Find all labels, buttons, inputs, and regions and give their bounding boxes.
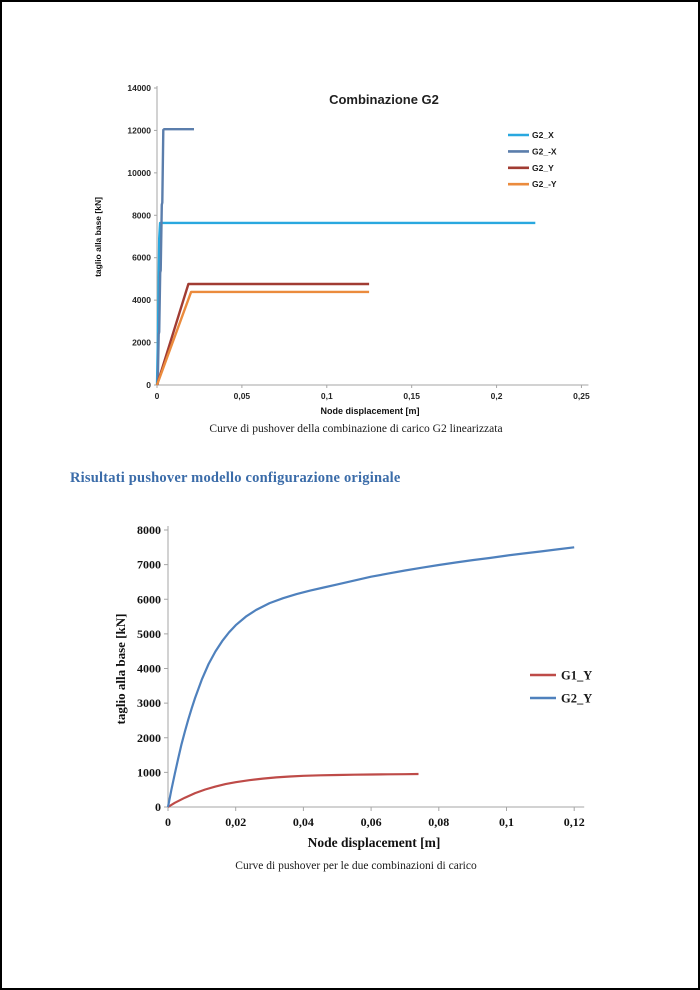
caption-top: Curve di pushover della combinazione di carico G2 linearizzata [209,423,503,435]
chart-combinazione-g2-svg [72,77,600,422]
legend-label-G2_X: G2_X [532,130,554,140]
legend-label-G2_Y: G2_Y [561,691,593,706]
series-line-G1_Y [168,774,419,807]
chart-combinazione-g2 [72,77,600,422]
x-tick-label: 0,02 [225,815,247,829]
y-tick-label: 10000 [127,167,151,178]
series-line-G2_Y [168,547,574,807]
x-tick-label: 0,06 [360,815,382,829]
x-tick-label: 0,12 [563,815,585,829]
series-line-G2_-Y [157,292,369,385]
chart-pushover-originale [82,512,612,857]
x-tick-label: 0,1 [499,815,514,829]
y-tick-label: 2000 [137,730,161,745]
y-tick-label: 6000 [137,592,161,607]
x-tick-label: 0,05 [233,391,251,401]
x-axis-title: Node displacement [m] [320,406,420,416]
y-tick-label: 7000 [137,557,161,572]
x-axis-title: Node displacement [m] [307,835,441,850]
y-axis-title: taglio alla base [kN] [113,613,128,725]
legend-label-G2_Y: G2_Y [532,162,554,173]
y-axis-title: taglio alla base [kN] [93,197,103,277]
y-tick-label: 3000 [137,696,161,711]
x-tick-label: 0 [165,815,171,829]
x-tick-label: 0,2 [490,391,503,401]
x-tick-label: 0,04 [292,815,314,829]
section-heading: Risultati pushover modello configurazione originale [70,470,401,486]
x-tick-label: 0,1 [320,391,333,401]
legend-label-G2_-X: G2_-X [532,146,557,157]
series-line-G2_X [157,223,535,385]
y-tick-label: 4000 [132,295,151,306]
y-tick-label: 14000 [127,82,151,93]
x-tick-label: 0 [154,391,160,401]
y-tick-label: 4000 [137,661,161,676]
y-tick-label: 12000 [127,125,151,136]
y-tick-label: 1000 [137,765,161,780]
chart-pushover-originale-svg [82,512,612,857]
legend-label-G2_-Y: G2_-Y [532,179,557,190]
y-tick-label: 0 [155,800,161,814]
x-tick-label: 0,15 [403,391,420,401]
y-tick-label: 8000 [137,523,161,537]
y-tick-label: 2000 [132,337,151,348]
y-tick-label: 8000 [132,210,151,221]
y-tick-label: 0 [146,380,151,390]
chart-title: Combinazione G2 [329,92,439,107]
y-tick-label: 6000 [132,252,151,263]
caption-bottom: Curve di pushover per le due combinazioni di carico [235,860,477,872]
y-tick-label: 5000 [137,626,161,641]
x-tick-label: 0,25 [573,391,590,401]
series-line-G2_-X [158,129,194,385]
x-tick-label: 0,08 [428,815,450,829]
legend-label-G1_Y: G1_Y [561,668,593,683]
